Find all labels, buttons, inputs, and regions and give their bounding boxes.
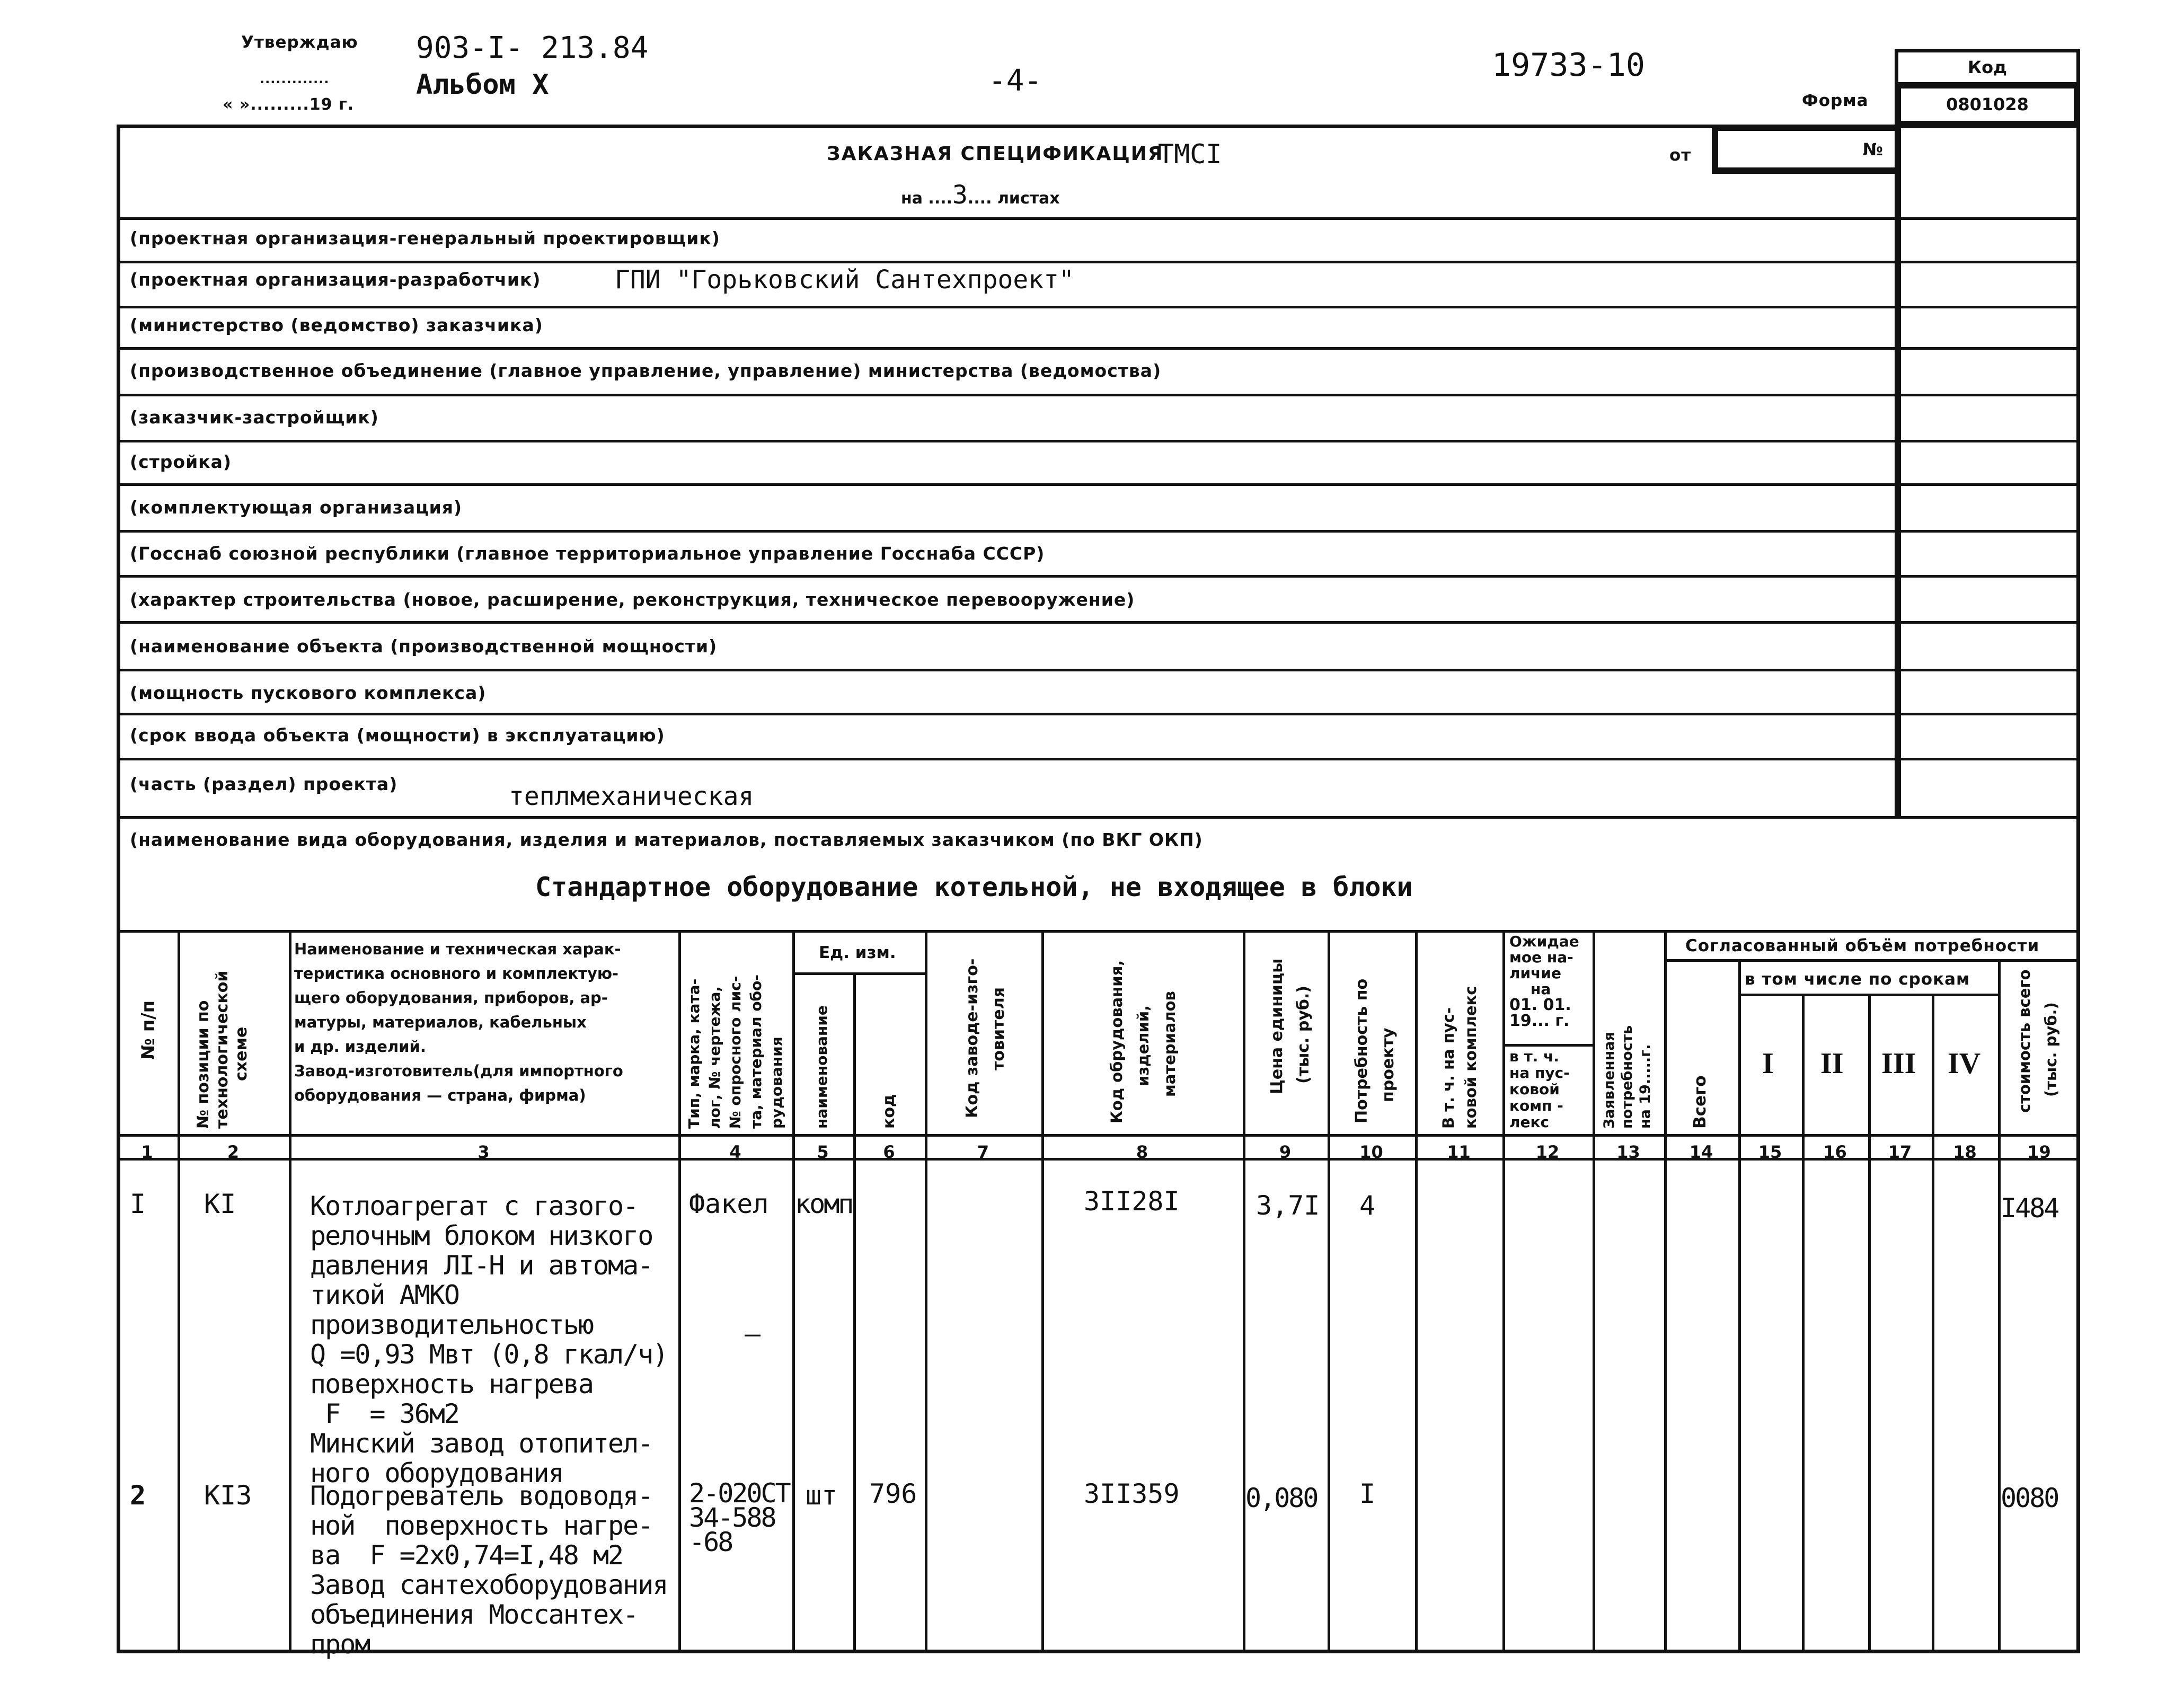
col-line <box>1243 930 1245 1653</box>
field-line <box>117 306 2080 308</box>
column-number: 12 <box>1535 1142 1560 1162</box>
col-line <box>1041 930 1044 1653</box>
header-expected <box>1509 934 1579 1029</box>
row-description-line: объединения Моссантех- <box>310 1599 638 1630</box>
code-header-box <box>1895 49 2080 86</box>
col-line <box>792 930 795 1653</box>
number-label: № <box>1862 139 1883 160</box>
header-type-l5: рудования <box>768 1037 785 1129</box>
header-position-l2: технологической <box>213 970 232 1129</box>
header-expected-start-l2: на пус- <box>1509 1064 1570 1082</box>
sheets-number: 3 <box>952 180 968 210</box>
field-production-union: (производственное объединение (главное управление, управление) министерства (ведомоства) <box>130 360 1162 381</box>
column-number: 9 <box>1279 1142 1292 1162</box>
field-ministry: (министерство (ведомство) заказчика) <box>130 315 543 335</box>
project-code: 903-I- 213.84 <box>416 31 649 65</box>
field-project-part: (часть (раздел) проекта) <box>130 774 398 794</box>
field-construction: (стройка) <box>130 451 232 472</box>
header-expected-l2: мое на- <box>1509 949 1573 966</box>
row-description-line: поверхность нагрева <box>310 1369 593 1399</box>
header-maker-code-l2: товителя <box>989 987 1008 1070</box>
column-number: 5 <box>817 1142 829 1162</box>
column-number: 8 <box>1136 1142 1148 1162</box>
field-line <box>117 575 2080 578</box>
header-declared-demand <box>1601 1025 1655 1129</box>
column-number: 10 <box>1359 1142 1383 1162</box>
row-unit-code: 796 <box>869 1478 917 1509</box>
terms-subheader-line <box>1738 994 1998 996</box>
sheets-prefix: на .... <box>901 189 953 208</box>
header-total-cost <box>2011 969 2064 1113</box>
row-price: 3,7I <box>1256 1190 1320 1221</box>
row-quantity: 4 <box>1359 1190 1376 1221</box>
row-description-line: релочным блоком низкого <box>310 1220 653 1251</box>
header-expected-l4: на <box>1531 980 1551 998</box>
header-declared-demand-l2: потребность <box>1619 1025 1635 1129</box>
row-description-line: Котлоагрегат с газого- <box>310 1191 638 1221</box>
header-row-number: № п/п <box>138 1000 159 1060</box>
header-agreed-volume: Согласованный объём потребности <box>1685 936 2040 955</box>
header-unit-price-l2: (тыс. руб.) <box>1294 986 1313 1084</box>
header-expected-l5: 01. 01. <box>1509 996 1571 1014</box>
row-type: Факел <box>689 1189 769 1219</box>
field-line <box>117 621 2080 624</box>
col-line <box>925 930 927 1653</box>
row-total-cost: 0080 <box>2001 1483 2058 1513</box>
header-type <box>684 975 787 1129</box>
header-position <box>194 971 251 1129</box>
from-label: от <box>1669 146 1692 165</box>
row-unit: комп <box>795 1189 853 1219</box>
row-description-line: ной поверхность нагре- <box>310 1510 653 1541</box>
header-expected-start-l3: ковой <box>1509 1080 1560 1098</box>
field-general-designer: (проектная организация-генеральный проектировщик) <box>130 228 720 249</box>
header-description-l6: Завод-изготовитель(для импортного <box>294 1062 623 1080</box>
header-start-complex-l1: В т. ч. на пус- <box>1439 1007 1457 1129</box>
form-code: 0801028 <box>1946 94 2029 114</box>
header-type-l1: Тип, марка, ката- <box>685 978 703 1129</box>
header-equipment-code-l3: материалов <box>1161 991 1179 1097</box>
number-box <box>1712 125 1901 174</box>
column-number: 2 <box>227 1142 240 1162</box>
approve-label: Утверждаю <box>241 33 358 52</box>
agreed-subheader-line <box>1664 959 2080 962</box>
row-total-cost: I484 <box>2001 1193 2058 1224</box>
header-declared-demand-l1: Заявленная <box>1601 1032 1617 1129</box>
header-term-4: IV <box>1948 1047 1981 1080</box>
code-header: Код <box>1968 57 2007 77</box>
header-maker-code-l1: Код заводе-изго- <box>963 958 982 1118</box>
row-equipment-code: 3II28I <box>1084 1186 1180 1217</box>
header-expected-l6: 19... г. <box>1509 1012 1570 1030</box>
header-type-l3: № опросного лис- <box>727 976 744 1129</box>
project-part-value: теплмеханическая <box>509 782 754 811</box>
field-developer: (проектная организация-разработчик) <box>130 269 541 290</box>
approve-date: « ».........19 г. <box>223 95 355 114</box>
row-number: 2 <box>130 1480 146 1511</box>
header-unit-code: код <box>880 1094 898 1129</box>
field-construction-type: (характер строительства (новое, расширение, реконструкция, техническое перевооружение) <box>130 589 1135 610</box>
field-line <box>117 669 2080 671</box>
header-description-l5: и др. изделий. <box>294 1038 426 1056</box>
row-description-line: Q =0,93 Мвт (0,8 гкал/ч) <box>310 1339 668 1370</box>
header-type-l4: та, материал обо- <box>747 975 765 1129</box>
header-type-l2: лог, № чертежа, <box>706 986 723 1129</box>
col-line <box>1868 994 1871 1653</box>
header-start-complex-l2: ковой комплекс <box>1462 986 1480 1129</box>
field-line <box>117 347 2080 350</box>
header-declared-demand-l3: на 19.....г. <box>1637 1044 1654 1129</box>
column-number: 14 <box>1689 1142 1713 1162</box>
header-equipment-code <box>1103 960 1183 1123</box>
header-term-2: II <box>1820 1047 1844 1080</box>
header-expected-start-l1: в т. ч. <box>1509 1048 1559 1065</box>
col-line <box>853 972 856 1653</box>
header-expected-l1: Ожидае <box>1509 933 1579 950</box>
row-description-line: давления ЛI-Н и автома- <box>310 1250 653 1281</box>
spec-title: ЗАКАЗНАЯ СПЕЦИФИКАЦИЯ <box>827 143 1164 165</box>
column-number: 4 <box>729 1142 741 1162</box>
row-type <box>689 1478 790 1557</box>
header-demand-l1: Потребность по <box>1352 978 1371 1123</box>
row-description <box>310 1481 667 1659</box>
header-description-l1: Наименование и техническая харак- <box>294 940 621 958</box>
header-maker-code <box>959 959 1012 1118</box>
column-number: 11 <box>1447 1142 1471 1162</box>
col-line <box>1738 959 1741 1653</box>
col-line <box>1932 994 1934 1653</box>
page-mark: -4- <box>988 64 1042 98</box>
col-line <box>1415 930 1418 1653</box>
header-description-l4: матуры, материалов, кабельных <box>294 1013 587 1031</box>
row-type-line: 34-588 <box>689 1502 775 1533</box>
header-description-l2: теристика основного и комплектую- <box>294 964 619 982</box>
form-code-box <box>1895 82 2080 127</box>
field-start-capacity: (мощность пускового комплекса) <box>130 683 487 703</box>
equipment-kind-value: Стандартное оборудование котельной, не входящее в блоки <box>535 872 1413 902</box>
album-number: Альбом X <box>416 69 549 101</box>
row-position: КI <box>204 1189 236 1219</box>
row-position: КI3 <box>204 1480 252 1511</box>
field-line <box>117 394 2080 396</box>
header-demand-l2: проекту <box>1379 1027 1398 1102</box>
field-completing-org: (комплектующая организация) <box>130 497 463 518</box>
row-type-dash: — <box>745 1318 761 1349</box>
header-expected-start-l4: комп - <box>1509 1097 1563 1114</box>
row-price: 0,080 <box>1245 1483 1318 1513</box>
spec-mark: ТМСI <box>1158 139 1222 170</box>
header-total: Всего <box>1691 1075 1710 1129</box>
row-description-line: F = 36м2 <box>310 1398 459 1429</box>
column-number: 6 <box>883 1142 895 1162</box>
row-description-line: пром <box>310 1629 370 1660</box>
table-top-line <box>117 930 2080 933</box>
developer-value: ГПИ "Горьковский Сантехпроект" <box>615 265 1074 295</box>
form-label: Форма <box>1802 91 1869 110</box>
column-number: 1 <box>141 1142 153 1162</box>
row-quantity: I <box>1359 1478 1376 1509</box>
sheets-count <box>901 180 1060 210</box>
row-type-line: -68 <box>689 1527 732 1557</box>
header-position-l3: схеме <box>232 1026 251 1081</box>
header-total-cost-l2: (тыс. руб.) <box>2042 1002 2060 1097</box>
header-start-complex <box>1437 986 1482 1129</box>
header-equipment-code-l1: Код обрудования, <box>1108 960 1126 1123</box>
approve-signature-line: ............. <box>260 72 330 86</box>
row-description-line: ного оборудования <box>310 1458 563 1489</box>
row-unit: шт <box>806 1480 838 1511</box>
col-line <box>1998 959 2001 1653</box>
column-number: 18 <box>1953 1142 1977 1162</box>
row-equipment-code: 3II359 <box>1084 1478 1180 1509</box>
expected-subheader-line <box>1502 1044 1593 1047</box>
row-description-line: Минский завод отопител- <box>310 1428 653 1459</box>
col-line <box>1593 930 1595 1653</box>
col-line <box>1328 930 1330 1653</box>
field-line <box>117 440 2080 442</box>
field-line <box>117 261 2080 263</box>
field-gossnab: (Госснаб союзной республики (главное территориальное управление Госснаба СССР) <box>130 543 1045 564</box>
column-number: 16 <box>1823 1142 1847 1162</box>
column-number: 17 <box>1888 1142 1912 1162</box>
unit-subheader-line <box>792 972 925 975</box>
header-term-3: III <box>1881 1047 1916 1080</box>
header-term-1: I <box>1762 1047 1774 1080</box>
header-unit-name: наименование <box>813 1005 830 1129</box>
column-number: 3 <box>478 1142 490 1162</box>
field-equipment-kind: (наименование вида оборудования, изделия и материалов, поставляемых заказчиком (по ВКГ ОКП) <box>130 829 1203 850</box>
column-number: 13 <box>1616 1142 1640 1162</box>
header-expected-start <box>1509 1048 1570 1130</box>
col-line <box>678 930 681 1653</box>
field-object-name: (наименование объекта (производственной мощности) <box>130 636 718 657</box>
header-expected-l3: личие <box>1509 964 1561 982</box>
document-number: 19733-10 <box>1492 47 1645 84</box>
header-description-l3: щего оборудования, приборов, ар- <box>294 989 608 1007</box>
field-line <box>117 758 2080 760</box>
col-line <box>178 930 180 1653</box>
field-commissioning-term: (срок ввода объекта (мощности) в эксплуатацию) <box>130 725 665 746</box>
sheets-suffix: .... листах <box>967 189 1060 208</box>
header-equipment-code-l2: изделий, <box>1134 1005 1152 1086</box>
field-line <box>117 483 2080 486</box>
header-unit-price <box>1264 959 1317 1094</box>
column-number: 7 <box>977 1142 989 1162</box>
col-line <box>1664 930 1667 1653</box>
field-line <box>117 713 2080 715</box>
row-description-line: тикой АМКО <box>310 1280 459 1310</box>
header-expected-start-l5: лекс <box>1509 1113 1550 1131</box>
header-description-l7: оборудования — страна, фирма) <box>294 1086 586 1104</box>
row-type-line: 2-020СТ <box>689 1478 790 1509</box>
column-number: 15 <box>1758 1142 1782 1162</box>
header-by-terms: в том числе по срокам <box>1745 970 1970 989</box>
header-total-cost-l1: стоимость всего <box>2015 969 2033 1113</box>
col-line <box>1502 930 1505 1653</box>
field-line <box>117 816 2080 819</box>
field-line <box>117 217 2080 220</box>
column-number: 19 <box>2027 1142 2051 1162</box>
field-customer: (заказчик-застройщик) <box>130 407 379 428</box>
row-description <box>310 1191 667 1488</box>
header-description <box>294 937 623 1108</box>
row-description-line: Завод сантехоборудования <box>310 1570 668 1600</box>
header-position-l1: № позиции по <box>194 1000 213 1129</box>
row-description-line: производительностью <box>310 1309 593 1340</box>
header-bottom-line <box>117 1134 2080 1137</box>
row-description-line: Подогреватель водоводя- <box>310 1481 653 1511</box>
col-line <box>289 930 291 1653</box>
header-demand <box>1349 979 1402 1123</box>
header-unit: Ед. изм. <box>819 943 896 962</box>
header-unit-price-l1: Цена единицы <box>1268 958 1286 1094</box>
row-number: I <box>130 1189 146 1219</box>
row-description-line: ва F =2х0,74=I,48 м2 <box>310 1540 623 1571</box>
field-line <box>117 530 2080 533</box>
col-line <box>1802 994 1805 1653</box>
